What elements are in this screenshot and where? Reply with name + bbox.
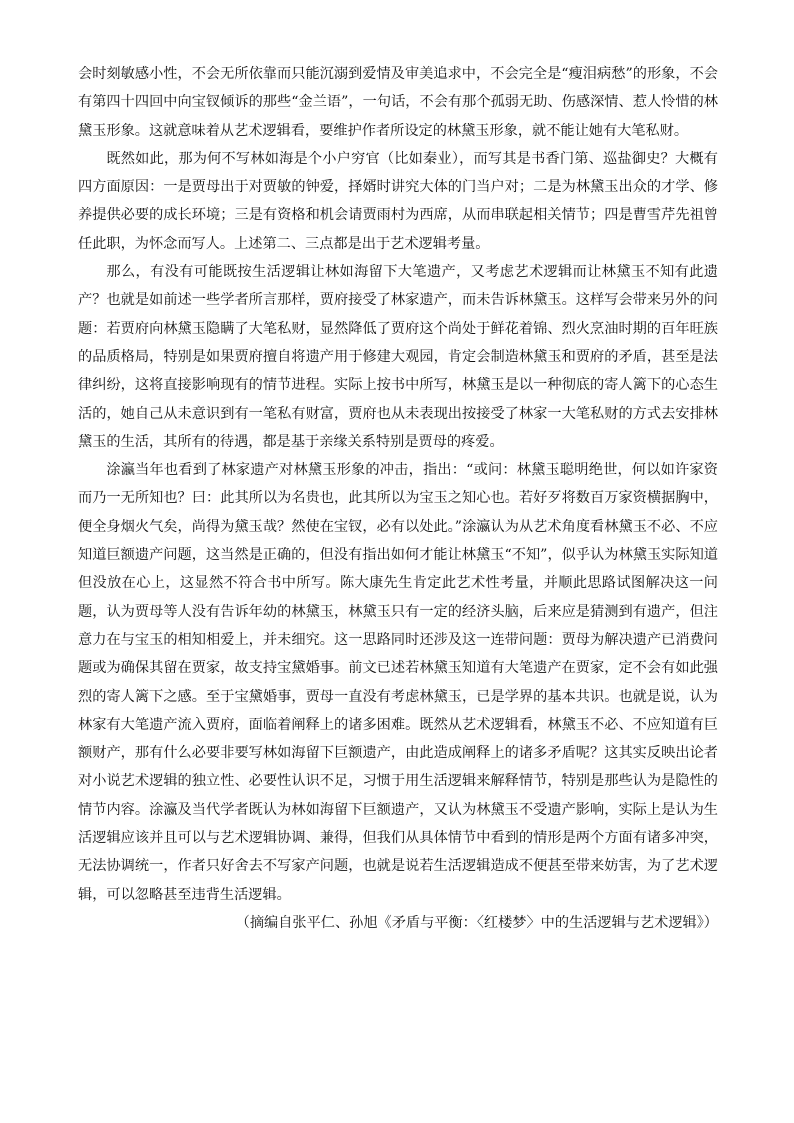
paragraph-3: 那么，有没有可能既按生活逻辑让林如海留下大笔遗产，又考虑艺术逻辑而让林黛玉不知有此遗产？也就是如前述一些学者所言那样，贾府接受了林家遗产，而未告诉林黛玉。这样写会带来另外的问题：若贾府向林黛玉隐瞒了大笔私财，显然降低了贾府这个尚处于鲜花着锦、烈火烹油时期的百年旺族的品质格局，特别是如果贾府擅自将遗产用于修建大观园，肯定会制造林黛玉和贾府的矛盾，甚至是法律纠纷，这将直接影响现有的情节进程。实际上按书中所写，林黛玉是以一种彻底的寄人篱下的心态生活的，她自己从未意识到有一笔私有财富，贾府也从未表现出按接受了林家一大笔私财的方式去安排林黛玉的生活，其所有的待遇，都是基于亲缘关系特别是贾母的疼爱。 [78,264,718,450]
paragraph-2: 既然如此，那为何不写林如海是个小户穷官（比如秦业），而写其是书香门第、巡盐御史？大概有四方面原因：一是贾母出于对贾敏的钟爱，择婿时讲究大体的门当户对；二是为林黛玉出众的才学、修养提供必要的成长环境；三是有资格和机会请贾雨村为西席，从而串联起相关情节；四是曹雪芹先祖曾任此职，为怀念而写人。上述第二、三点都是出于艺术逻辑考量。 [78,150,718,252]
paragraph-4: 涂瀛当年也看到了林家遗产对林黛玉形象的冲击，指出：“或问：林黛玉聪明绝世，何以如许家资而乃一无所知也？曰：此其所以为名贵也，此其所以为宝玉之知心也。若好歹将数百万家资横据胸中，便全身烟火气矣，尚得为黛玉哉？然使在宝钗，必有以处此。”涂瀛认为从艺术角度看林黛玉不必、不应知道巨额遗产问题，这当然是正确的，但没有指出如何才能让林黛玉“不知”，似乎认为林黛玉实际知道但没放在心上，这显然不符合书中所写。陈大康先生肯定此艺术性考量，并顺此思路试图解决这一问题，认为贾母等人没有告诉年幼的林黛玉，林黛玉只有一定的经济头脑，后来应是猜测到有遗产，但注意力在与宝玉的相知相爱上，并未细究。这一思路同时还涉及这一连带问题：贾母为解决遗产已消费问题或为确保其留在贾家，故支持宝黛婚事。前文已述若林黛玉知道有大笔遗产在贾家，定不会有如此强烈的寄人篱下之感。至于宝黛婚事，贾母一直没有考虑林黛玉，已是学界的基本共识。也就是说，认为林家有大笔遗产流入贾府，面临着阐释上的诸多困难。既然从艺术逻辑看，林黛玉不必、不应知道有巨额财产，那有什么必要非要写林如海留下巨额遗产，由此造成阐释上的诸多矛盾呢？这其实反映出论者对小说艺术逻辑的独立性、必要性认识不足，习惯于用生活逻辑来解释情节，特别是那些认为是隐性的情节内容。涂瀛及当代学者既认为林如海留下巨额遗产，又认为林黛玉不受遗产影响，实际上是认为生活逻辑应该并且可以与艺术逻辑协调、兼得，但我们从具体情节中看到的情形是两个方面有诸多冲突，无法协调统一，作者只好舍去不写家产问题，也就是说若生活逻辑造成不便甚至带来妨害，为了艺术逻辑，可以忽略甚至违背生活逻辑。 [78,462,718,903]
document-page [78,60,718,937]
paragraph-1: 会时刻敏感小性，不会无所依靠而只能沉溺到爱情及审美追求中，不会完全是“瘦泪病愁”的形象，不会有第四十四回中向宝钗倾诉的那些“金兰语”，一句话，不会有那个孤弱无助、伤感深情、惹人怜惜的林黛玉形象。这就意味着从艺术逻辑看，要维护作者所设定的林黛玉形象，就不能让她有大笔私财。 [78,66,718,139]
source-citation: （摘编自张平仁、孙旭《矛盾与平衡：〈红楼梦〉中的生活逻辑与艺术逻辑》） [235,914,718,931]
